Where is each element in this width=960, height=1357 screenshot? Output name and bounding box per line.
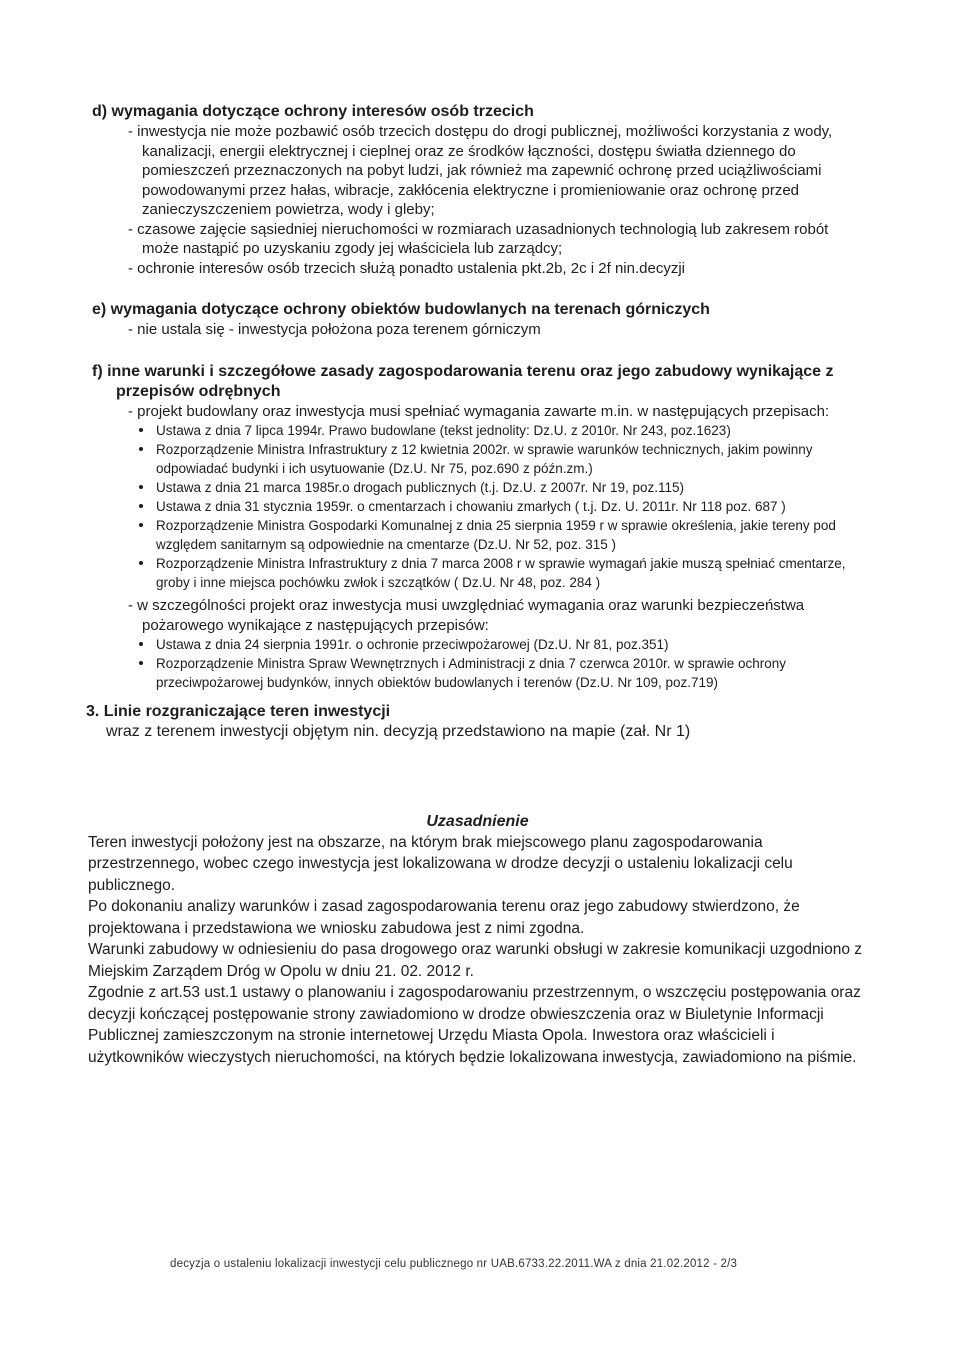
section-d-item: - ochronie interesów osób trzecich służą ponadto ustalenia pkt.2b, 2c i 2f nin.decyzji bbox=[128, 259, 685, 277]
section-f-heading: f) inne warunki i szczegółowe zasady zagospodarowania terenu oraz jego zabudowy wynikające z przepisów odrębnych bbox=[92, 362, 834, 400]
fire-regulation-item: Rozporządzenie Ministra Spraw Wewnętrznych i Administracji z dnia 7 czerwca 2010r. w sprawie ochrony przeciwpożarowej budynków, innych obiektów budowlanych i terenów (Dz.U. Nr 109, poz.719) bbox=[156, 654, 867, 692]
fire-regulations-list bbox=[92, 635, 867, 692]
regulation-item: Ustawa z dnia 31 stycznia 1959r. o cmentarzach i chowaniu zmarłych ( t.j. Dz. U. 2011r. Nr 118 poz. 687 ) bbox=[156, 497, 867, 516]
regulation-item: Ustawa z dnia 21 marca 1985r.o drogach publicznych (t.j. Dz.U. z 2007r. Nr 19, poz.115) bbox=[156, 478, 867, 497]
section-f bbox=[92, 362, 867, 693]
section-d bbox=[92, 102, 867, 278]
regulations-list bbox=[92, 421, 867, 592]
document-body bbox=[86, 102, 867, 1068]
justification-title: Uzasadnienie bbox=[426, 812, 529, 830]
section-d-item: - inwestycja nie może pozbawić osób trzecich dostępu do drogi publicznej, możliwości korzystania z wody, kanalizacji, energii elektrycznej i cieplnej oraz ze środków łączności, dostępu światła dziennego do pomieszczeń przeznaczonych na pobyt ludzi, jak również ma zapewnić ochronę przed uciążliwościami powodowanymi przez hałas, wibracje, zakłócenia elektryczne i promieniowanie oraz ochronę przed zanieczyszczeniem powietrza, wody i gleby; bbox=[128, 123, 833, 218]
section-d-heading: d) wymagania dotyczące ochrony interesów osób trzecich bbox=[92, 103, 534, 120]
justification-paragraph: Warunki zabudowy w odniesieniu do pasa drogowego oraz warunki obsługi w zakresie komunikacji uzgodniono z Miejskim Zarządem Dróg w Opolu w dniu 21. 02. 2012 r. bbox=[88, 941, 862, 980]
section-d-item: - czasowe zajęcie sąsiedniej nieruchomości w rozmiarach uzasadnionych technologią lub zakresem robót może nastąpić po uzyskaniu zgody jej właściciela lub zarządcy; bbox=[128, 220, 829, 257]
section-f-intro: - projekt budowlany oraz inwestycja musi spełniać wymagania zawarte m.in. w następujących przepisach: bbox=[128, 402, 830, 420]
section-3-heading: 3. Linie rozgraniczające teren inwestycji bbox=[86, 703, 391, 720]
regulation-item: Rozporządzenie Ministra Infrastruktury z dnia 7 marca 2008 r w sprawie wymagań jakie muszą spełniać cmentarze, groby i inne miejsca pochówku zwłok i szczątków ( Dz.U. Nr 48, poz. 284 ) bbox=[156, 554, 867, 592]
justification-paragraph: Teren inwestycji położony jest na obszarze, na którym brak miejscowego planu zagospodarowania przestrzennego, wobec czego inwestycja jest lokalizowana w drodze decyzji o ustaleniu lokalizacji celu publicznego. bbox=[88, 833, 793, 894]
justification bbox=[88, 812, 867, 1069]
section-3-text: wraz z terenem inwestycji objętym nin. decyzją przedstawiono na mapie (zał. Nr 1) bbox=[106, 723, 691, 740]
regulation-item: Rozporządzenie Ministra Infrastruktury z 12 kwietnia 2002r. w sprawie warunków technicznych, jakim powinny odpowiadać budynki i ich usytuowanie (Dz.U. Nr 75, poz.690 z późn.zm.) bbox=[156, 440, 867, 478]
section-3 bbox=[86, 702, 867, 742]
regulation-item: Rozporządzenie Ministra Gospodarki Komunalnej z dnia 25 sierpnia 1959 r w sprawie określenia, jakie tereny pod względem sanitarnym są odpowiednie na cmentarze (Dz.U. Nr 52, poz. 315 ) bbox=[156, 516, 867, 554]
section-e bbox=[92, 300, 867, 340]
page-footer: decyzja o ustaleniu lokalizacji inwestycji celu publicznego nr UAB.6733.22.2011.WA z dnia 21.02.2012 - 2/3 bbox=[170, 1258, 738, 1270]
section-f-intro-fire: - w szczególności projekt oraz inwestycja musi uwzględniać wymagania oraz warunki bezpieczeństwa pożarowego wynikające z następujących przepisów: bbox=[128, 597, 805, 634]
justification-paragraph: Po dokonaniu analizy warunków i zasad zagospodarowania terenu oraz jego zabudowy stwierdzono, że projektowana i przedstawiona we wniosku zabudowa jest z nimi zgodna. bbox=[88, 898, 800, 937]
section-e-heading: e) wymagania dotyczące ochrony obiektów budowlanych na terenach górniczych bbox=[92, 301, 710, 318]
regulation-item: Ustawa z dnia 7 lipca 1994r. Prawo budowlane (tekst jednolity: Dz.U. z 2010r. Nr 243, poz.1623) bbox=[156, 421, 867, 440]
section-e-item: - nie ustala się - inwestycja położona poza terenem górniczym bbox=[128, 321, 541, 338]
fire-regulation-item: Ustawa z dnia 24 sierpnia 1991r. o ochronie przeciwpożarowej (Dz.U. Nr 81, poz.351) bbox=[156, 635, 867, 654]
justification-paragraph: Zgodnie z art.53 ust.1 ustawy o planowaniu i zagospodarowaniu przestrzennym, o wszczęciu postępowania oraz decyzji kończącej postępowanie strony zawiadomiono w drodze obwieszczenia oraz w Biuletynie Informacji Publicznej zamieszczonym na stronie internetowej Urzędu Miasta Opola. Inwestora oraz właścicieli i użytkowników wieczystych nieruchomości, na których będzie lokalizowana inwestycja, zawiadomiono na piśmie. bbox=[88, 984, 861, 1066]
